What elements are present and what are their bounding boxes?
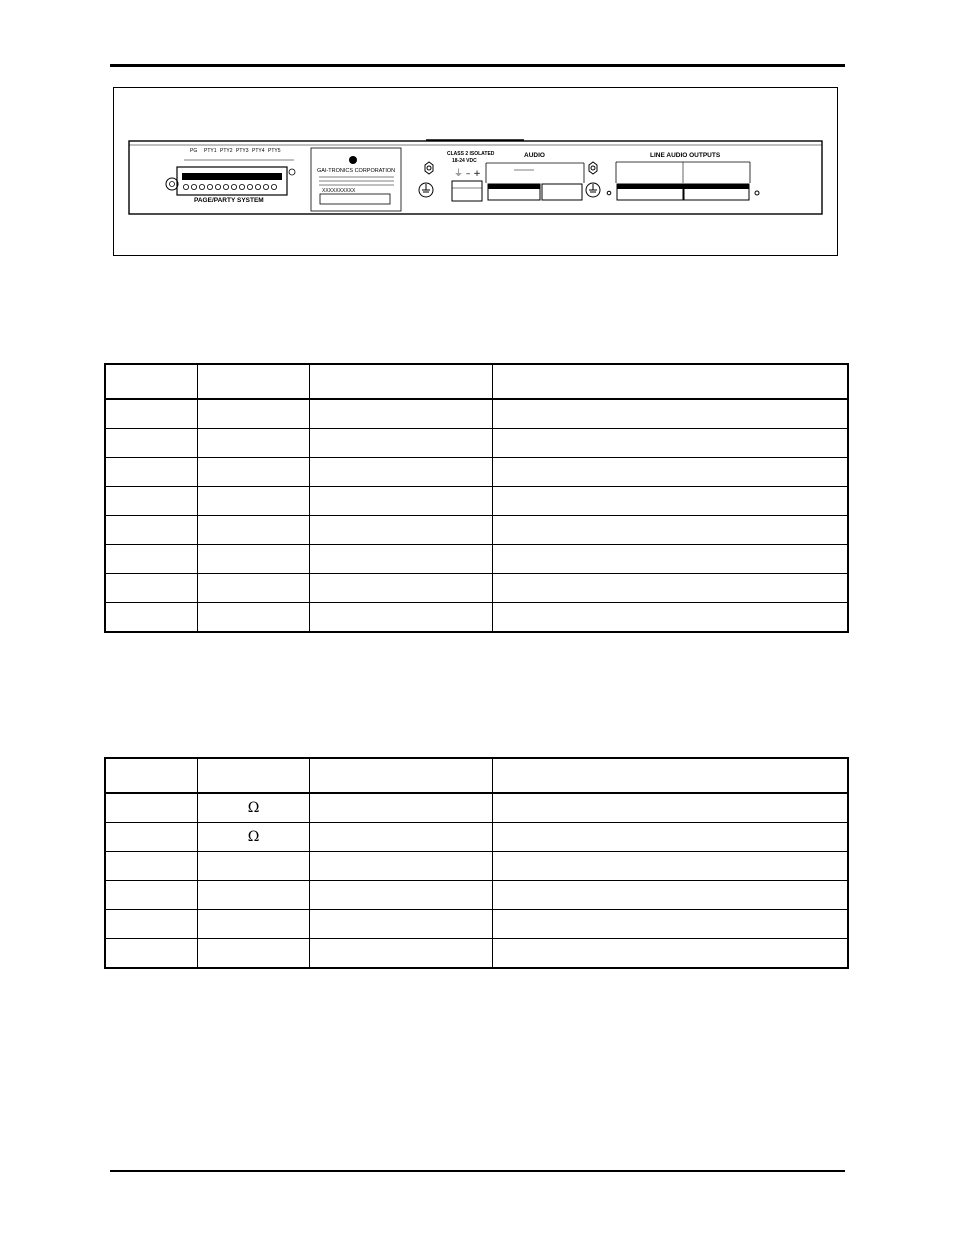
table-cell — [493, 910, 849, 939]
table-cell — [493, 364, 849, 399]
table-cell — [198, 516, 310, 545]
table-cell — [105, 487, 198, 516]
table-header-row — [105, 364, 848, 399]
table-row — [105, 881, 848, 910]
table-row — [105, 852, 848, 881]
svg-text:LINE AUDIO OUTPUTS: LINE AUDIO OUTPUTS — [650, 152, 721, 159]
table-cell — [105, 429, 198, 458]
table-row — [105, 603, 848, 633]
table-cell — [198, 910, 310, 939]
table-cell — [310, 939, 493, 969]
table-cell — [198, 364, 310, 399]
table-cell — [493, 545, 849, 574]
table-cell — [493, 793, 849, 823]
table-cell — [310, 458, 493, 487]
table-cell — [493, 758, 849, 793]
table-cell — [198, 545, 310, 574]
left-fasteners — [419, 162, 433, 197]
table-cell — [310, 516, 493, 545]
table-cell — [493, 881, 849, 910]
table-cell — [105, 458, 198, 487]
table-cell — [493, 939, 849, 969]
table-cell — [310, 399, 493, 429]
table-cell — [493, 823, 849, 852]
table-cell — [105, 758, 198, 793]
table-row — [105, 458, 848, 487]
table-cell — [310, 487, 493, 516]
table-cell — [310, 910, 493, 939]
table-cell — [105, 364, 198, 399]
table-cell — [198, 852, 310, 881]
table-cell — [493, 852, 849, 881]
ohm-symbol: Ω — [198, 823, 310, 852]
table-cell — [493, 603, 849, 633]
table-cell — [310, 364, 493, 399]
table-row — [105, 487, 848, 516]
table-cell — [310, 881, 493, 910]
table-cell — [493, 574, 849, 603]
table-cell — [105, 939, 198, 969]
table-row — [105, 399, 848, 429]
table-cell — [198, 574, 310, 603]
table-cell — [105, 574, 198, 603]
table-cell — [198, 458, 310, 487]
table-row — [105, 516, 848, 545]
rear-panel-drawing — [114, 88, 839, 257]
page-party-labels — [184, 148, 294, 160]
nameplate — [311, 148, 401, 211]
rear-panel-figure — [113, 87, 838, 256]
svg-text:CLASS 2 ISOLATED: CLASS 2 ISOLATED — [447, 151, 495, 157]
table-cell — [198, 758, 310, 793]
table-cell — [310, 574, 493, 603]
table-cell — [198, 429, 310, 458]
table-row — [105, 574, 848, 603]
table-cell — [310, 603, 493, 633]
table-header-row — [105, 758, 848, 793]
table-cell — [105, 910, 198, 939]
table-cell — [493, 516, 849, 545]
footer-rule — [110, 1170, 845, 1172]
page-party-connector — [166, 167, 295, 204]
table-cell — [493, 458, 849, 487]
table-row — [105, 429, 848, 458]
table-cell — [310, 545, 493, 574]
svg-text:PG: PG — [190, 148, 198, 154]
svg-text:PTY3: PTY3 — [236, 148, 249, 154]
table-row — [105, 793, 848, 823]
table-cell — [198, 399, 310, 429]
table-row — [105, 939, 848, 969]
table-cell — [105, 823, 198, 852]
table-cell — [310, 758, 493, 793]
table-cell — [493, 429, 849, 458]
table-cell — [198, 881, 310, 910]
table-cell — [198, 603, 310, 633]
right-fasteners — [586, 162, 759, 197]
header-rule — [110, 64, 845, 67]
table-row — [105, 545, 848, 574]
table-cell — [310, 852, 493, 881]
table-cell — [105, 603, 198, 633]
table-cell — [105, 881, 198, 910]
audio-block — [486, 152, 584, 200]
table-row — [105, 910, 848, 939]
table-cell — [105, 545, 198, 574]
svg-text:⏚ – +: ⏚ – + — [454, 169, 481, 179]
svg-text:PTY1: PTY1 — [204, 148, 217, 154]
table-cell — [198, 487, 310, 516]
spec-table-2 — [104, 757, 849, 969]
table-row — [105, 823, 848, 852]
table-cell — [198, 939, 310, 969]
table-cell — [493, 399, 849, 429]
svg-text:PTY2: PTY2 — [220, 148, 233, 154]
table-cell — [310, 793, 493, 823]
svg-text:18-24 VDC: 18-24 VDC — [452, 158, 477, 164]
table-cell — [310, 823, 493, 852]
table-cell — [105, 793, 198, 823]
table-cell — [310, 429, 493, 458]
svg-text:PAGE/PARTY SYSTEM: PAGE/PARTY SYSTEM — [194, 197, 264, 204]
line-audio-outputs — [616, 152, 750, 200]
svg-text:GAI-TRONICS CORPORATION: GAI-TRONICS CORPORATION — [317, 168, 396, 174]
svg-text:AUDIO: AUDIO — [524, 152, 545, 159]
table-cell — [105, 516, 198, 545]
ohm-symbol: Ω — [198, 793, 310, 823]
table-cell — [493, 487, 849, 516]
svg-text:PTY5: PTY5 — [268, 148, 281, 154]
table-cell — [105, 852, 198, 881]
spec-table-1 — [104, 363, 849, 633]
svg-text:XXXXXXXXXX: XXXXXXXXXX — [322, 188, 356, 194]
svg-text:PTY4: PTY4 — [252, 148, 265, 154]
table-cell — [105, 399, 198, 429]
